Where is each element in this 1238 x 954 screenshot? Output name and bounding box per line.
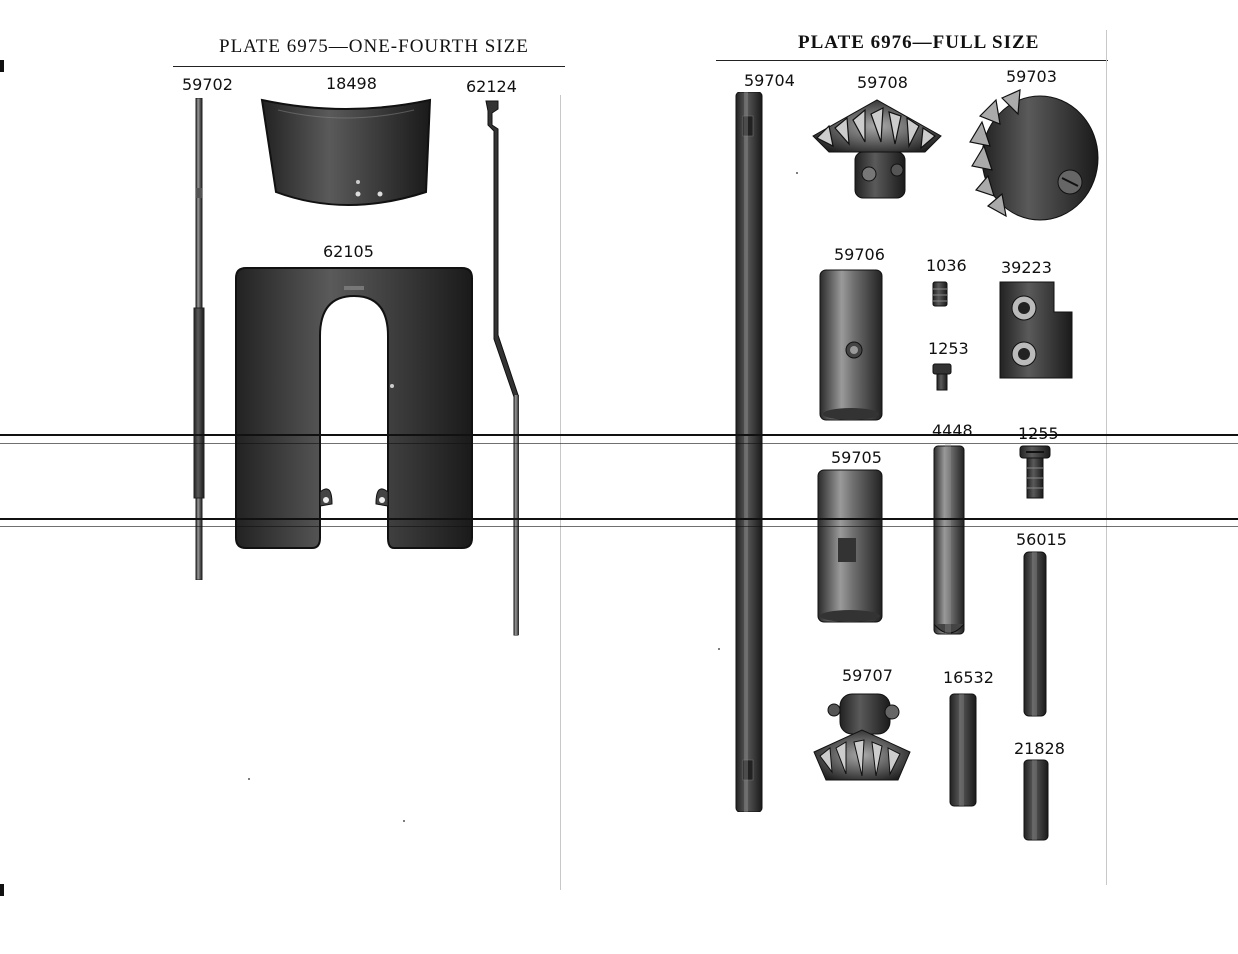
scan-edge-mark-top [0, 60, 4, 72]
part-number-1036: 1036 [926, 256, 967, 275]
part-59707-bevel-gear-image [810, 690, 914, 784]
scan-speck [248, 778, 250, 780]
part-number-59708: 59708 [857, 73, 908, 92]
part-number-16532: 16532 [943, 668, 994, 687]
right-plate-page [620, 0, 1238, 954]
part-59703-bevel-gear-image [966, 86, 1104, 226]
scan-speck [403, 820, 405, 822]
right-plate-title: PLATE 6976—FULL SIZE [798, 32, 1040, 53]
part-number-39223: 39223 [1001, 258, 1052, 277]
scan-artifact-band-top [0, 434, 1238, 436]
right-page-margin-line [1106, 30, 1107, 885]
part-number-4448: 4448 [932, 421, 973, 440]
part-62124-lever-image [478, 95, 528, 640]
part-4448-pin-image [932, 444, 966, 642]
part-number-59703: 59703 [1006, 67, 1057, 86]
part-39223-bracket-image [996, 278, 1076, 380]
part-number-59702: 59702 [182, 75, 233, 94]
part-1253-screw-image [932, 362, 952, 392]
part-number-21828: 21828 [1014, 739, 1065, 758]
scan-speck [718, 648, 720, 650]
part-number-59705: 59705 [831, 448, 882, 467]
part-59704-shaft-image [734, 92, 764, 812]
part-62105-u-plate-image [234, 266, 474, 550]
part-21828-pin-image [1022, 758, 1050, 842]
part-number-59706: 59706 [834, 245, 885, 264]
left-title-rule [173, 66, 565, 67]
part-number-62124: 62124 [466, 77, 517, 96]
part-number-18498: 18498 [326, 74, 377, 93]
part-number-56015: 56015 [1016, 530, 1067, 549]
part-16532-pin-image [948, 692, 978, 808]
part-1255-screw-image [1018, 444, 1052, 500]
part-59705-bushing-image [816, 468, 884, 624]
right-title-rule [716, 60, 1108, 61]
part-59706-bushing-image [818, 268, 884, 422]
scan-artifact-band-middle [0, 443, 1238, 444]
part-number-1255: 1255 [1018, 424, 1059, 443]
left-page-margin-line [560, 95, 561, 890]
part-18498-curved-plate-image [258, 96, 434, 214]
part-number-59707: 59707 [842, 666, 893, 685]
left-plate-title: PLATE 6975—ONE-FOURTH SIZE [219, 36, 529, 57]
part-number-62105: 62105 [323, 242, 374, 261]
scan-artifact-band-lower [0, 518, 1238, 520]
part-number-1253: 1253 [928, 339, 969, 358]
part-59702-rod-image [190, 98, 208, 580]
part-56015-pin-image [1022, 550, 1048, 718]
part-59708-bevel-gear-image [807, 96, 947, 204]
scan-artifact-band-bottom [0, 526, 1238, 527]
scan-speck [796, 172, 798, 174]
scan-edge-mark-bottom [0, 884, 4, 896]
part-1036-set-screw-image [931, 280, 949, 308]
part-number-59704: 59704 [744, 71, 795, 90]
left-plate-page [0, 0, 600, 954]
